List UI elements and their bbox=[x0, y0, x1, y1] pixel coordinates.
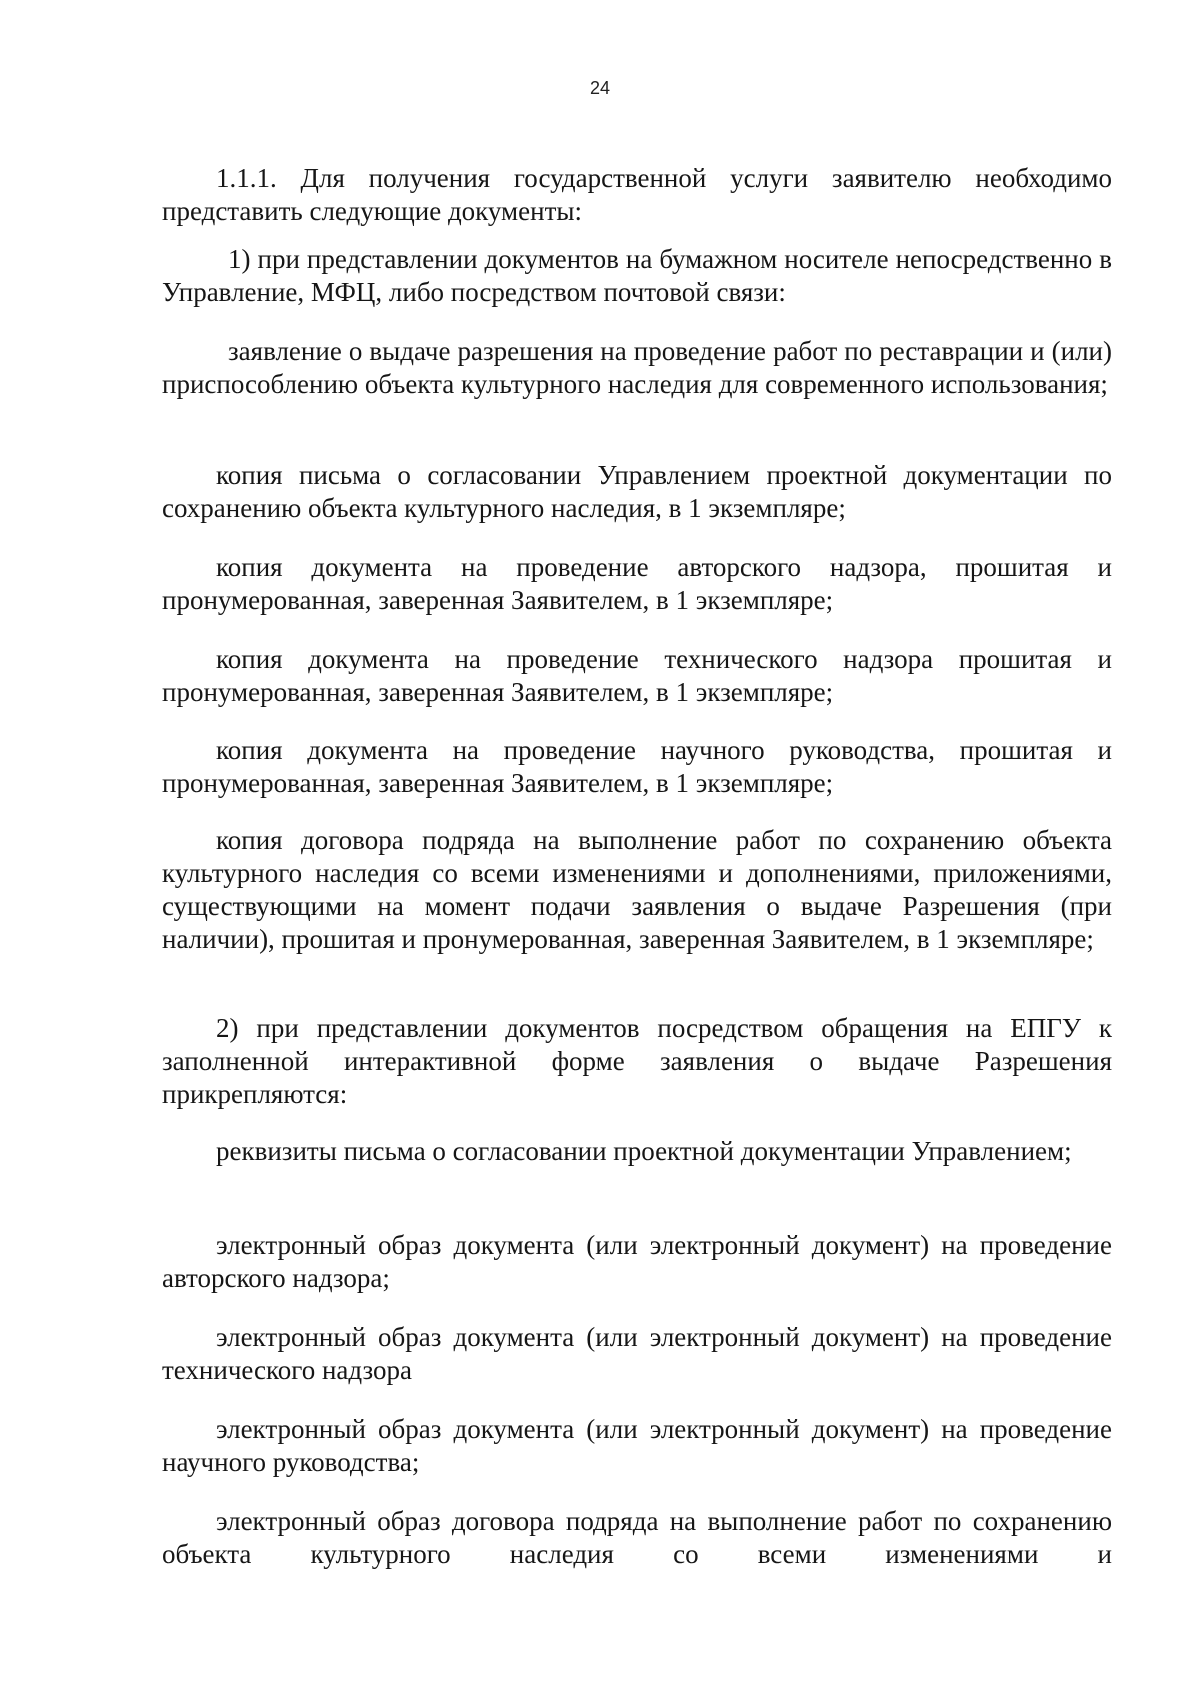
page-number: 24 bbox=[589, 78, 611, 98]
paragraph-letter-details: реквизиты письма о согласовании проектной документации Управлением; bbox=[216, 1136, 1072, 1166]
paragraph-e-scientific-guidance: электронный образ документа (или электронный документ) на проведение научного руководства; bbox=[162, 1414, 1112, 1477]
paragraph-scientific-guidance-copy: копия документа на проведение научного руководства, прошитая и пронумерованная, заверенная Заявителем, в 1 экземпляре; bbox=[162, 735, 1112, 798]
paragraph-e-contract: электронный образ договора подряда на выполнение работ по сохранению объекта культурного наследия со всеми изменениями и bbox=[162, 1506, 1112, 1569]
paragraph-contract-copy: копия договора подряда на выполнение работ по сохранению объекта культурного наследия со всеми изменениями и дополнениями, приложениями, существующими на момент подачи заявления о выдаче Разрешения (при наличии), прошитая и пронумерованная, заверенная Заявителем, в 1 экземпляре; bbox=[162, 825, 1112, 954]
paragraph-e-technical-supervision: электронный образ документа (или электронный документ) на проведение технического надзора bbox=[162, 1322, 1112, 1385]
paragraph-item-1: 1) при представлении документов на бумажном носителе непосредственно в Управление, МФЦ, либо посредством почтовой связи: bbox=[162, 244, 1112, 307]
paragraph-author-supervision-copy: копия документа на проведение авторского надзора, прошитая и пронумерованная, заверенная Заявителем, в 1 экземпляре; bbox=[162, 552, 1112, 615]
paragraph-1-1-1: 1.1.1. Для получения государственной услуги заявителю необходимо представить следующие документы: bbox=[162, 163, 1112, 226]
paragraph-item-2: 2) при представлении документов посредством обращения на ЕПГУ к заполненной интерактивной форме заявления о выдаче Разрешения прикрепляются: bbox=[162, 1013, 1112, 1109]
paragraph-application: заявление о выдаче разрешения на проведение работ по реставрации и (или) приспособлению объекта культурного наследия для современного использования; bbox=[162, 336, 1112, 399]
paragraph-e-author-supervision: электронный образ документа (или электронный документ) на проведение авторского надзора; bbox=[162, 1230, 1112, 1293]
paragraph-approval-letter-copy: копия письма о согласовании Управлением проектной документации по сохранению объекта культурного наследия, в 1 экземпляре; bbox=[162, 460, 1112, 523]
paragraph-technical-supervision-copy: копия документа на проведение технического надзора прошитая и пронумерованная, заверенная Заявителем, в 1 экземпляре; bbox=[162, 644, 1112, 707]
